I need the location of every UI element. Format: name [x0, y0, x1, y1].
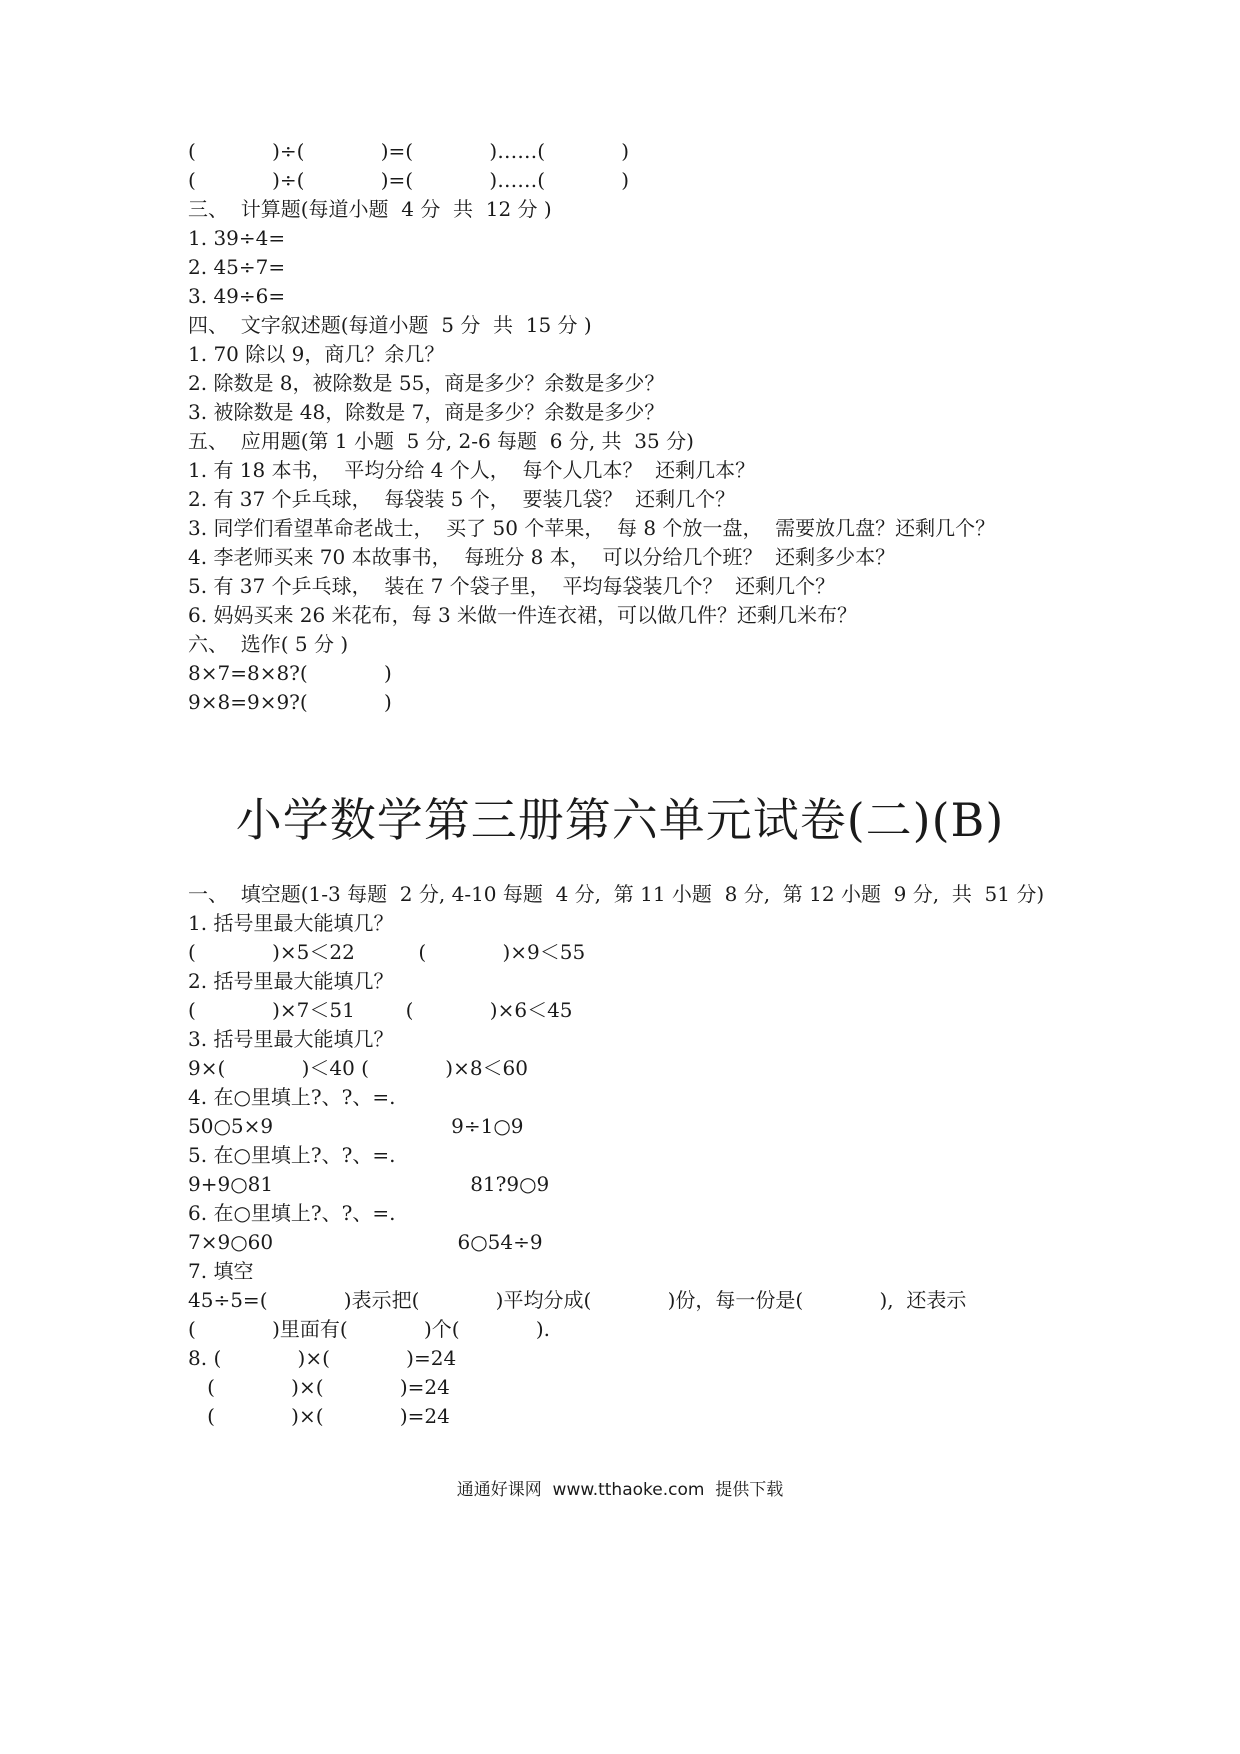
question-line: 2. 除数是 8，被除数是 55，商是多少？余数是多少？ [188, 371, 665, 395]
section-heading-application: 五、 应用题(第 1 小题 5 分, 2-6 每题 6 分, 共 35 分) [188, 429, 694, 453]
question-line: ( )×( )=24 [188, 1404, 450, 1428]
question-line: 2. 括号里最大能填几？ [188, 969, 394, 993]
question-line: 6. 在○里填上?、?、=. [188, 1201, 396, 1225]
question-line: 2. 45÷7= [188, 255, 286, 279]
question-line: 9+9○81 81?9○9 [188, 1172, 550, 1196]
question-line: 3. 同学们看望革命老战士， 买了 50 个苹果， 每 8 个放一盘， 需要放几盘？还剩几个？ [188, 516, 996, 540]
question-line: 5. 在○里填上?、?、=. [188, 1143, 396, 1167]
question-line: 9×8=9×9?( ) [188, 690, 392, 714]
question-line: 5. 有 37 个乒乓球， 装在 7 个袋子里， 平均每袋装几个？ 还剩几个？ [188, 574, 836, 598]
question-line: 6. 妈妈买来 26 米花布，每 3 米做一件连衣裙，可以做几件？还剩几米布？ [188, 603, 858, 627]
question-line: ( )×5＜22 ( )×9＜55 [188, 940, 586, 964]
section-heading-optional: 六、 选作( 5 分 ) [188, 632, 349, 656]
section-heading-calculation: 三、 计算题(每道小题 4 分 共 12 分 ) [188, 197, 552, 221]
question-line: 1. 括号里最大能填几？ [188, 911, 394, 935]
question-line: 3. 被除数是 48，除数是 7，商是多少？余数是多少？ [188, 400, 665, 424]
question-line: ( )×7＜51 ( )×6＜45 [188, 998, 573, 1022]
question-line: 1. 70 除以 9，商几？余几？ [188, 342, 445, 366]
question-line: 4. 在○里填上?、?、=. [188, 1085, 396, 1109]
question-line: ( )×( )=24 [188, 1375, 450, 1399]
question-line: 3. 括号里最大能填几？ [188, 1027, 394, 1051]
question-line: 45÷5=( )表示把( )平均分成( )份，每一份是( ), 还表示 [188, 1288, 967, 1312]
question-line: 8. ( )×( )=24 [188, 1346, 457, 1370]
question-line: 9×( )＜40 ( )×8＜60 [188, 1056, 529, 1080]
exam-title: 小学数学第三册第六单元试卷(二)(B) [235, 793, 1005, 847]
question-line: 1. 有 18 本书， 平均分给 4 个人， 每个人几本？ 还剩几本？ [188, 458, 756, 482]
question-line: 2. 有 37 个乒乓球， 每袋装 5 个， 要装几袋？ 还剩几个？ [188, 487, 736, 511]
division-blank-row: ( )÷( )=( )……( ) [188, 168, 630, 192]
question-line: 4. 李老师买来 70 本故事书， 每班分 8 本， 可以分给几个班？ 还剩多少本？ [188, 545, 896, 569]
question-line: 3. 49÷6= [188, 284, 286, 308]
question-line: ( )里面有( )个( ). [188, 1317, 551, 1341]
page-footer: 通通好课网 www.tthaoke.com 提供下载 [456, 1480, 784, 1500]
question-line: 1. 39÷4= [188, 226, 286, 250]
question-line: 7. 填空 [188, 1259, 254, 1283]
question-line: 8×7=8×8?( ) [188, 661, 392, 685]
question-line: 7×9○60 6○54÷9 [188, 1230, 543, 1254]
section-heading-fill-in: 一、 填空题(1-3 每题 2 分, 4-10 每题 4 分, 第 11 小题 8 分, 第 12 小题 9 分, 共 51 分) [188, 882, 1045, 906]
question-line: 50○5×9 9÷1○9 [188, 1114, 524, 1138]
division-blank-row: ( )÷( )=( )……( ) [188, 139, 630, 163]
section-heading-word-problems: 四、 文字叙述题(每道小题 5 分 共 15 分 ) [188, 313, 592, 337]
